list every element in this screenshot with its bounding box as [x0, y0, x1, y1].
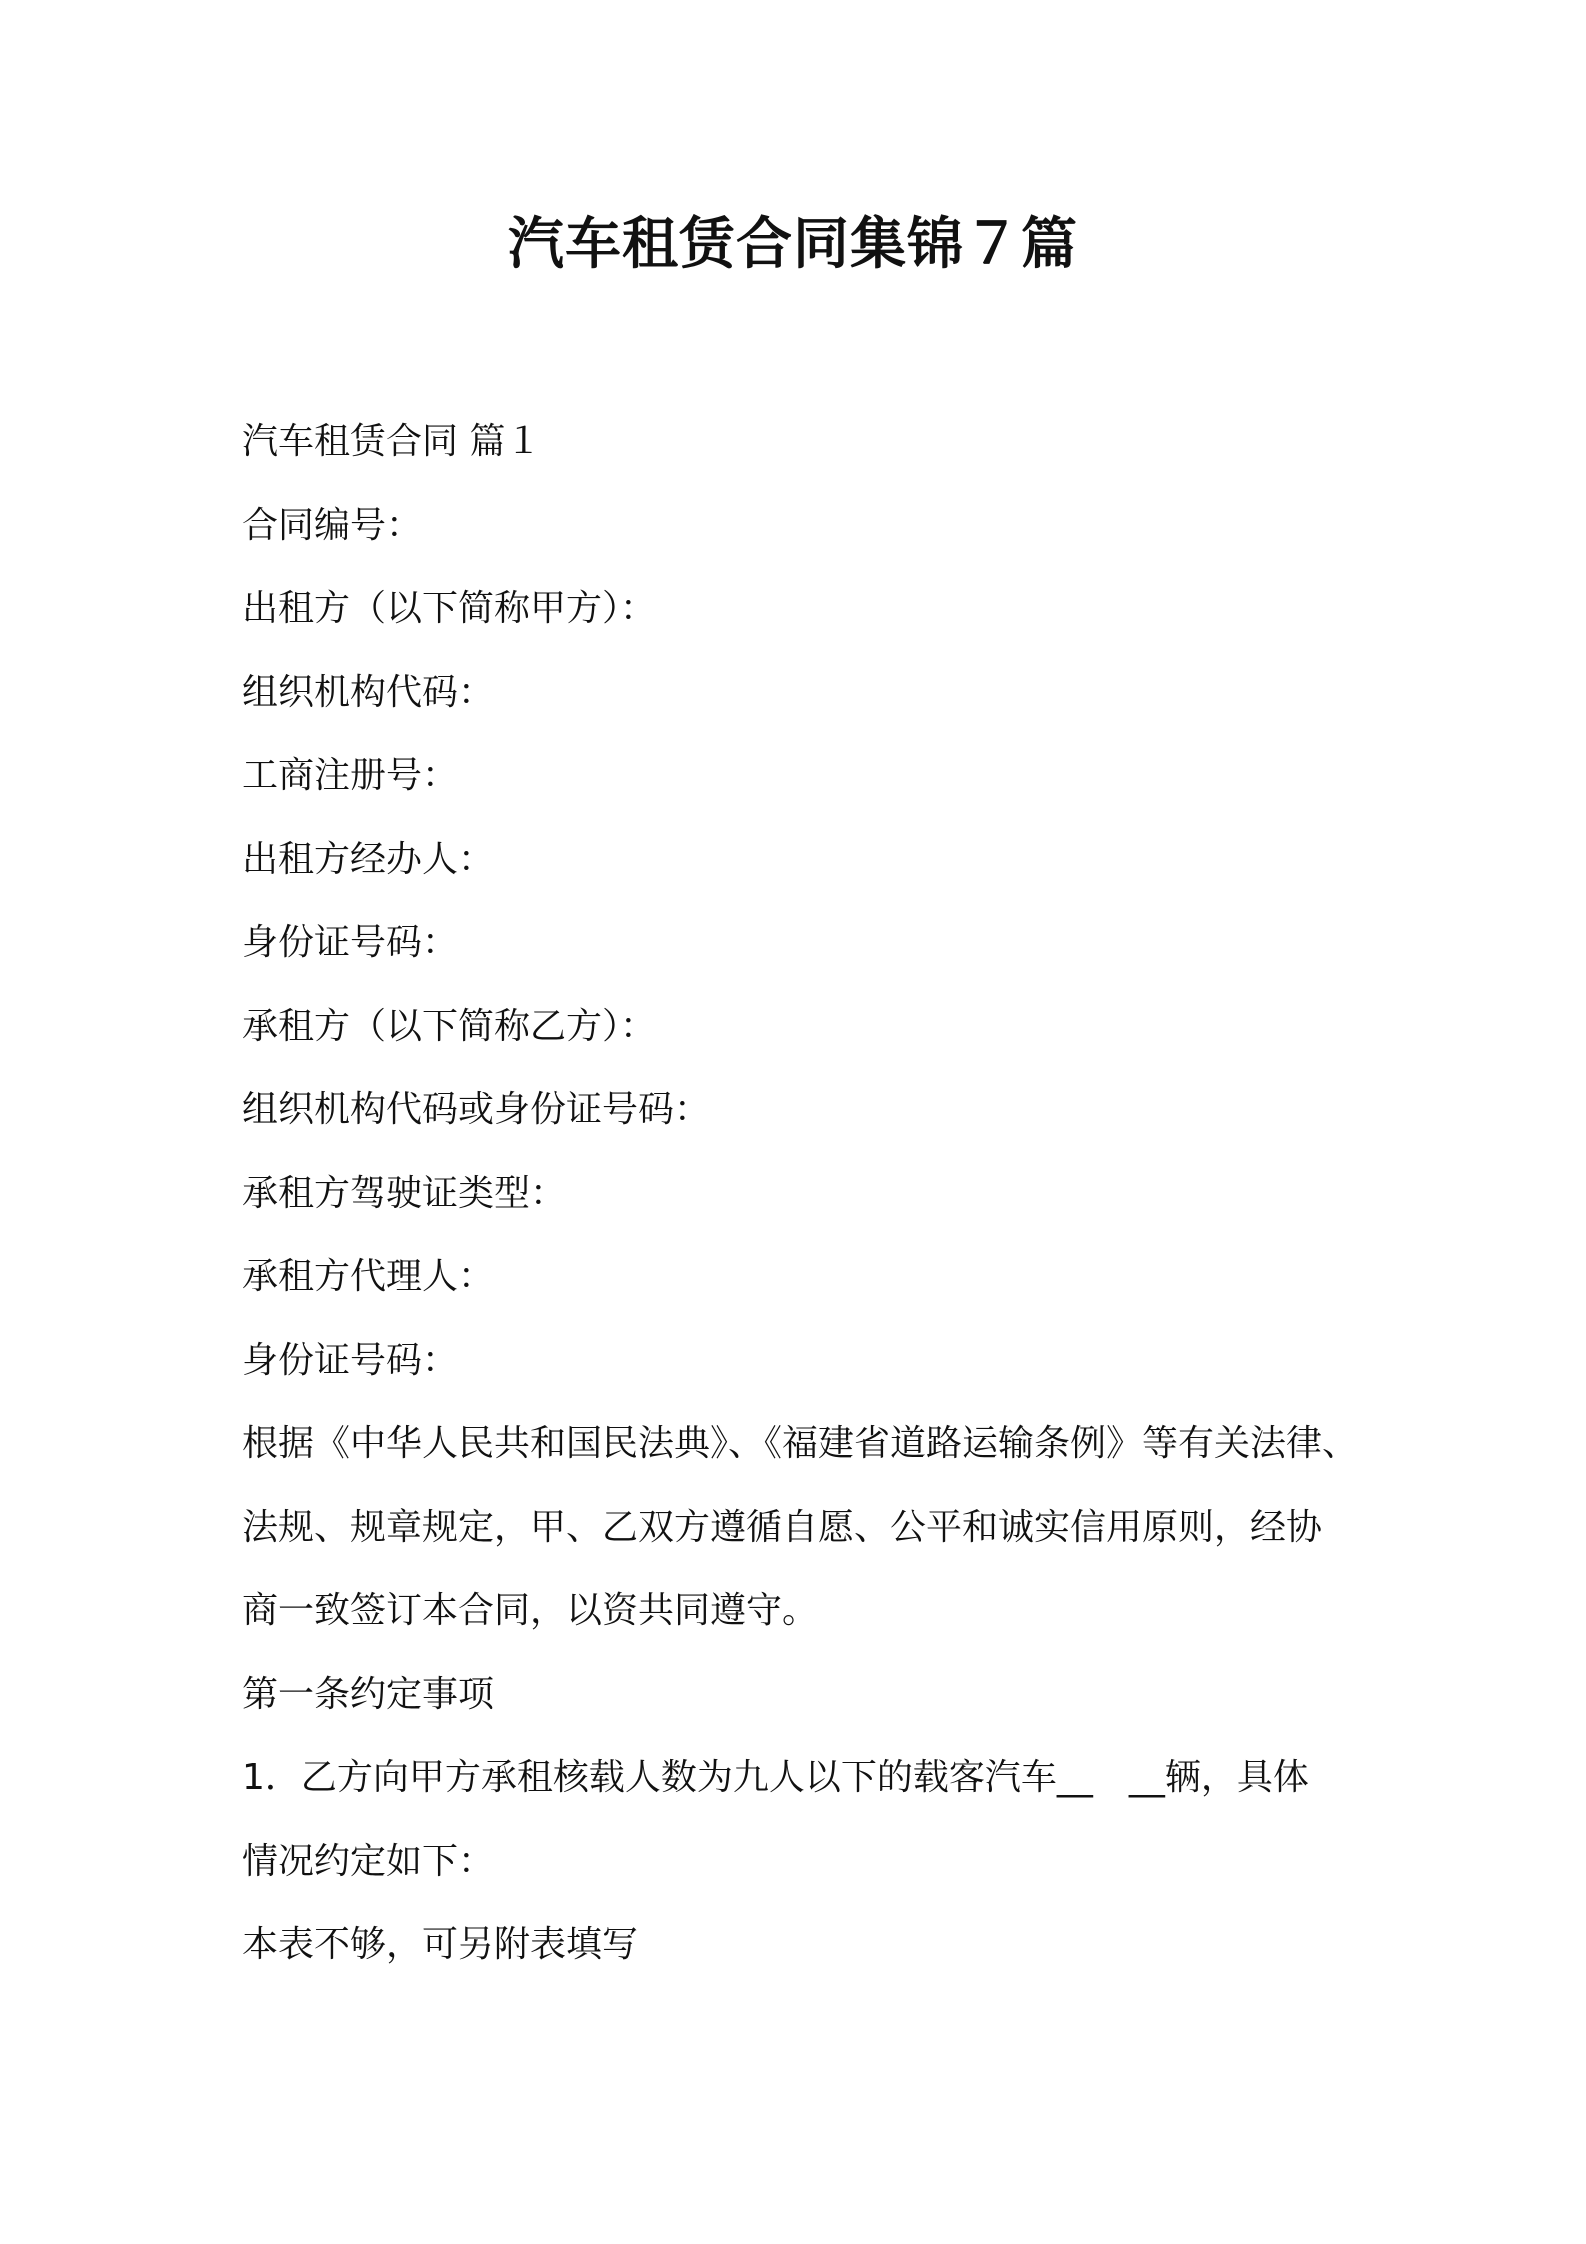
- section-heading-part-1: 汽车租赁合同 篇１: [242, 421, 542, 462]
- lessor-agent-field: 出租方经办人：: [242, 838, 495, 880]
- lessee-license-type-field: 承租方驾驶证类型：: [242, 1172, 567, 1214]
- legal-basis-line-2: 法规、规章规定，甲、乙双方遵循自愿、公平和诚实信用原则，经协: [242, 1506, 1323, 1548]
- article-one-heading: 第一条约定事项: [242, 1673, 495, 1715]
- article-one-item-1-line-2: 情况约定如下：: [242, 1840, 495, 1882]
- lessor-organization-code-field: 组织机构代码：: [242, 671, 495, 713]
- attachment-note: 本表不够，可另附表填写: [242, 1924, 639, 1965]
- contract-number-field: 合同编号：: [242, 504, 423, 546]
- document-title: 汽车租赁合同集锦７篇: [508, 212, 1078, 277]
- legal-basis-line-1: 根据《中华人民共和国民法典》、《福建省道路运输条例》等有关法律、: [242, 1423, 1359, 1464]
- lessor-field: 出租方（以下简称甲方）：: [242, 588, 657, 629]
- business-registration-number-field: 工商注册号：: [242, 755, 459, 796]
- legal-basis-line-3: 商一致签订本合同，以资共同遵守。: [242, 1590, 819, 1631]
- lessee-id-number-field: 身份证号码：: [242, 1339, 459, 1381]
- lessee-organization-or-id-field: 组织机构代码或身份证号码：: [242, 1089, 711, 1130]
- lessee-field: 承租方（以下简称乙方）：: [242, 1005, 657, 1047]
- lessor-id-number-field: 身份证号码：: [242, 922, 459, 963]
- lessee-agent-field: 承租方代理人：: [242, 1256, 495, 1297]
- article-one-item-1-line-1: 1．乙方向甲方承租核载人数为九人以下的载客汽车__ __辆，具体: [242, 1757, 1309, 1798]
- document-body: [242, 400, 1362, 1987]
